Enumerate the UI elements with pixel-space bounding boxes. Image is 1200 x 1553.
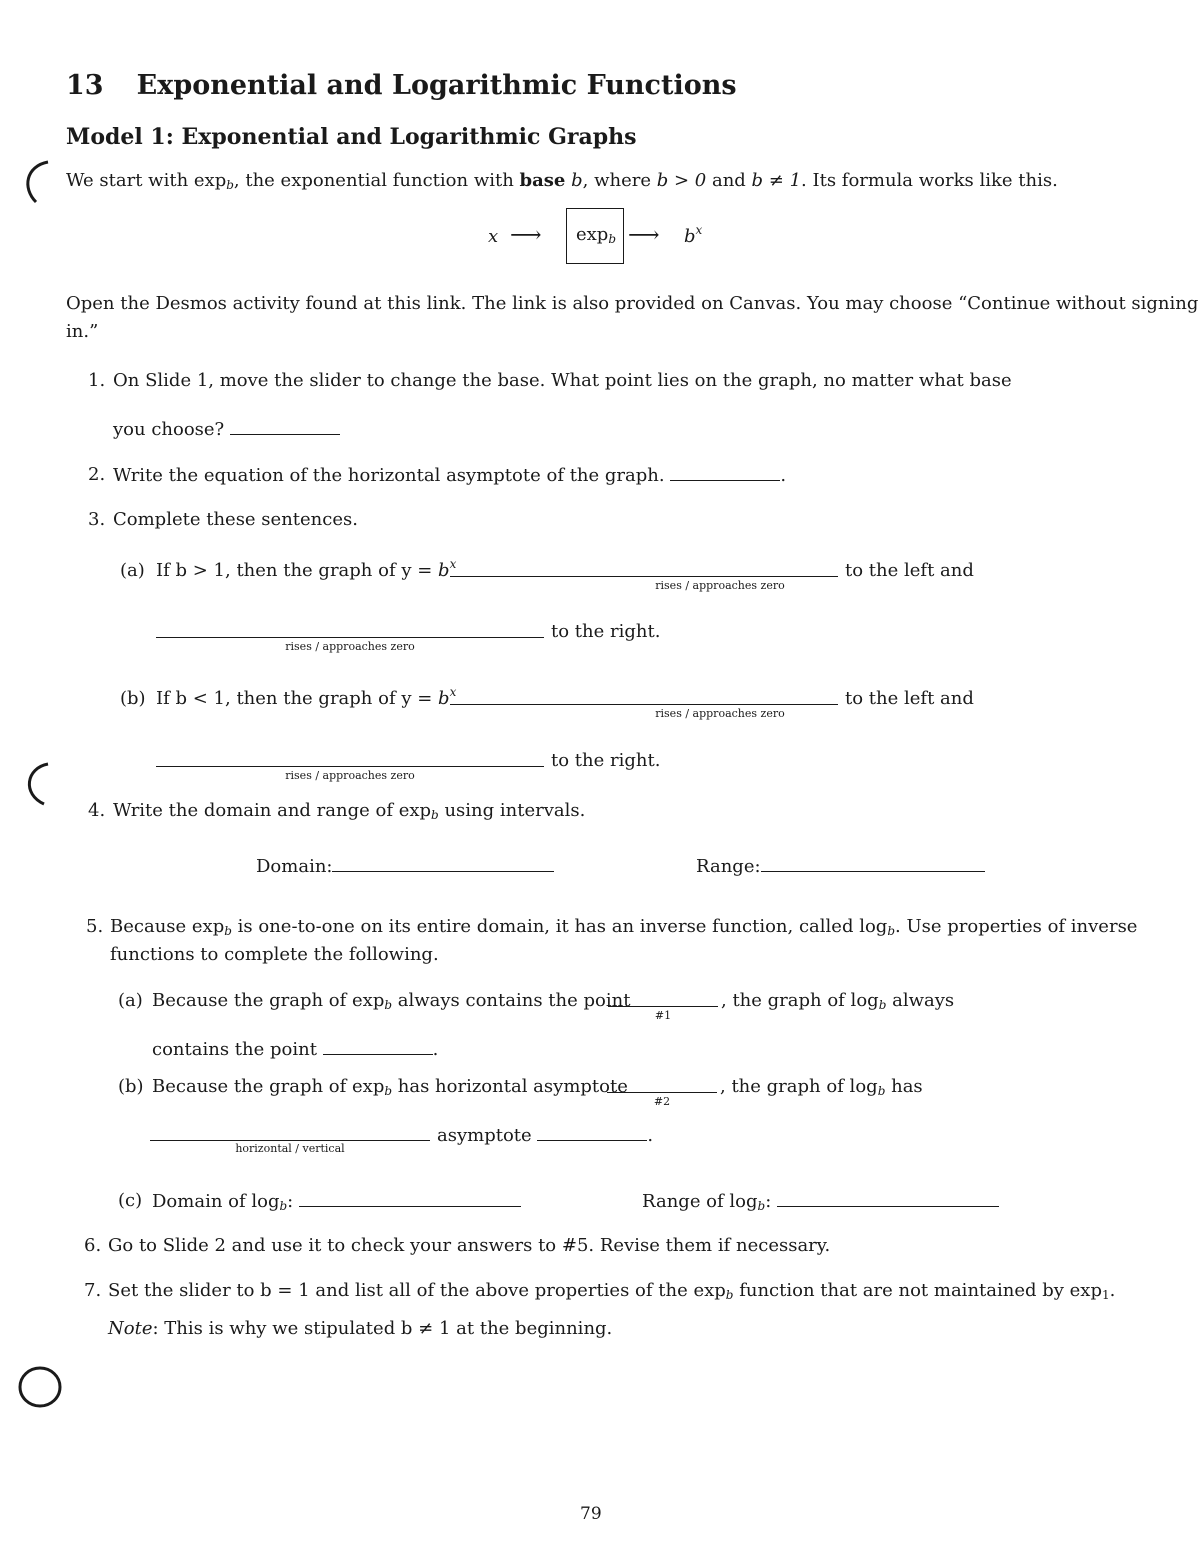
q5b-hint: #2: [653, 1095, 671, 1108]
q5c-label: (c): [118, 1190, 143, 1211]
question-1-number: 1.: [88, 370, 106, 391]
question-1-text: On Slide 1, move the slider to change the base. What point lies on the graph, no matter what base: [113, 370, 1012, 391]
question-3-text: Complete these sentences.: [113, 509, 358, 530]
q3a-tail-left: to the left and: [845, 560, 974, 581]
model-title: Model 1: Exponential and Logarithmic Graphs: [66, 124, 637, 150]
q5b-label: (b): [118, 1076, 144, 1097]
q5a-text-end: , the graph of $\log_b$ always: [721, 990, 955, 1012]
q5a-label: (a): [118, 990, 143, 1011]
q5b-asymptote-blank[interactable]: [607, 1076, 717, 1093]
question-2-text: Write the equation of the horizontal asymptote of the graph. .: [113, 465, 787, 486]
q5c-domain: Domain of $\log_b$:: [152, 1190, 521, 1213]
question-7-text: Set the slider to b = 1 and list all of the above properties of the $\exp_b$ function that are not maintained by $\exp_1$.: [108, 1280, 1116, 1302]
q5c-range-blank[interactable]: [777, 1190, 999, 1207]
q5b-log-asymptote-blank[interactable]: [537, 1124, 647, 1141]
q5b-text-end: , the graph of $\log_b$ has: [720, 1076, 923, 1098]
q3a-label: (a): [120, 560, 145, 581]
chapter-heading: [66, 70, 737, 101]
diagram-arrow-in: ⟶: [510, 223, 542, 248]
q3b-tail-left: to the left and: [845, 688, 974, 709]
question-1-text-cont: you choose?: [113, 418, 340, 441]
question-5-text: Because $\exp_b$ is one-to-one on its entire domain, it has an inverse function, called $\log_b$. Use properties of inverse: [110, 916, 1138, 938]
desmos-instructions-line1: Open the Desmos activity found at this link. The link is also provided on Canvas. You may choose “Continue without signing: [66, 293, 1199, 314]
question-7-number: 7.: [84, 1280, 102, 1301]
q5b-orientation-blank[interactable]: [150, 1124, 430, 1141]
chapter-number: 13: [66, 70, 104, 101]
q3b-text: If b < 1, then the graph of $y = b^x$: [156, 685, 457, 709]
q4-range-blank[interactable]: [761, 855, 985, 872]
q4-range: Range:: [696, 855, 985, 878]
q3a-hint-right: rises / approaches zero: [285, 640, 415, 653]
q5c-domain-blank[interactable]: [299, 1190, 521, 1207]
exp-function-box: [566, 208, 624, 264]
question-4-text: Write the domain and range of $\exp_b using$ intervals.: [113, 800, 586, 822]
binder-hole-mark: [18, 760, 52, 810]
q3a-text: If b > 1, then the graph of $y = b^x$: [156, 557, 457, 581]
q1-answer-blank[interactable]: [230, 418, 340, 435]
q3b-label: (b): [120, 688, 146, 709]
question-4-number: 4.: [88, 800, 106, 821]
question-5-number: 5.: [86, 916, 104, 937]
q5c-range: Range of $\log_b$:: [642, 1190, 999, 1213]
intro-paragraph: We start with $\exp_b$, the exponential function with base b, where b > 0 and b ≠ 1. Its formula works like this.: [66, 170, 1058, 192]
question-7-note: Note: This is why we stipulated b ≠ 1 at the beginning.: [108, 1318, 613, 1339]
q4-domain-blank[interactable]: [332, 855, 554, 872]
exp-box-label: $\exp_b$: [576, 224, 617, 246]
q3b-hint-right: rises / approaches zero: [285, 769, 415, 782]
q5a-hint: #1: [654, 1009, 672, 1022]
q4-domain: Domain:: [256, 855, 554, 878]
q5b-asymptote-text: asymptote .: [437, 1125, 654, 1146]
question-6-number: 6.: [84, 1235, 102, 1256]
q2-answer-blank[interactable]: [670, 464, 780, 481]
question-2-number: 2.: [88, 464, 106, 485]
diagram-output: $b^x$: [684, 223, 703, 247]
chapter-title: Exponential and Logarithmic Functions: [136, 70, 737, 101]
q5a-point-blank[interactable]: [608, 990, 718, 1007]
q3a-tail-right: to the right.: [551, 621, 661, 642]
q3b-blank-left[interactable]: [450, 688, 838, 705]
binder-hole-mark: [18, 158, 52, 208]
diagram-arrow-out: ⟶: [628, 223, 660, 248]
binder-hole-mark: [16, 1362, 66, 1412]
page-number: 79: [580, 1504, 602, 1524]
question-3-number: 3.: [88, 509, 106, 530]
q3a-blank-right[interactable]: [156, 621, 544, 638]
q3a-blank-left[interactable]: [450, 560, 838, 577]
desmos-instructions-line2: in.”: [66, 321, 99, 342]
q5b-hint-orientation: horizontal / vertical: [235, 1142, 345, 1155]
q3b-hint-left: rises / approaches zero: [655, 707, 785, 720]
q3a-hint-left: rises / approaches zero: [655, 579, 785, 592]
diagram-input: x: [488, 226, 499, 247]
question-5-text-cont: functions to complete the following.: [110, 944, 439, 965]
q5a-text-cont: contains the point .: [152, 1039, 439, 1060]
q5a-text: Because the graph of $\exp_b$ always contains the point: [152, 990, 631, 1012]
q3b-blank-right[interactable]: [156, 750, 544, 767]
q3b-tail-right: to the right.: [551, 750, 661, 771]
q5b-text: Because the graph of $\exp_b$ has horizontal asymptote: [152, 1076, 628, 1098]
question-6-text: Go to Slide 2 and use it to check your answers to #5. Revise them if necessary.: [108, 1235, 831, 1256]
q5a-log-point-blank[interactable]: [323, 1038, 433, 1055]
